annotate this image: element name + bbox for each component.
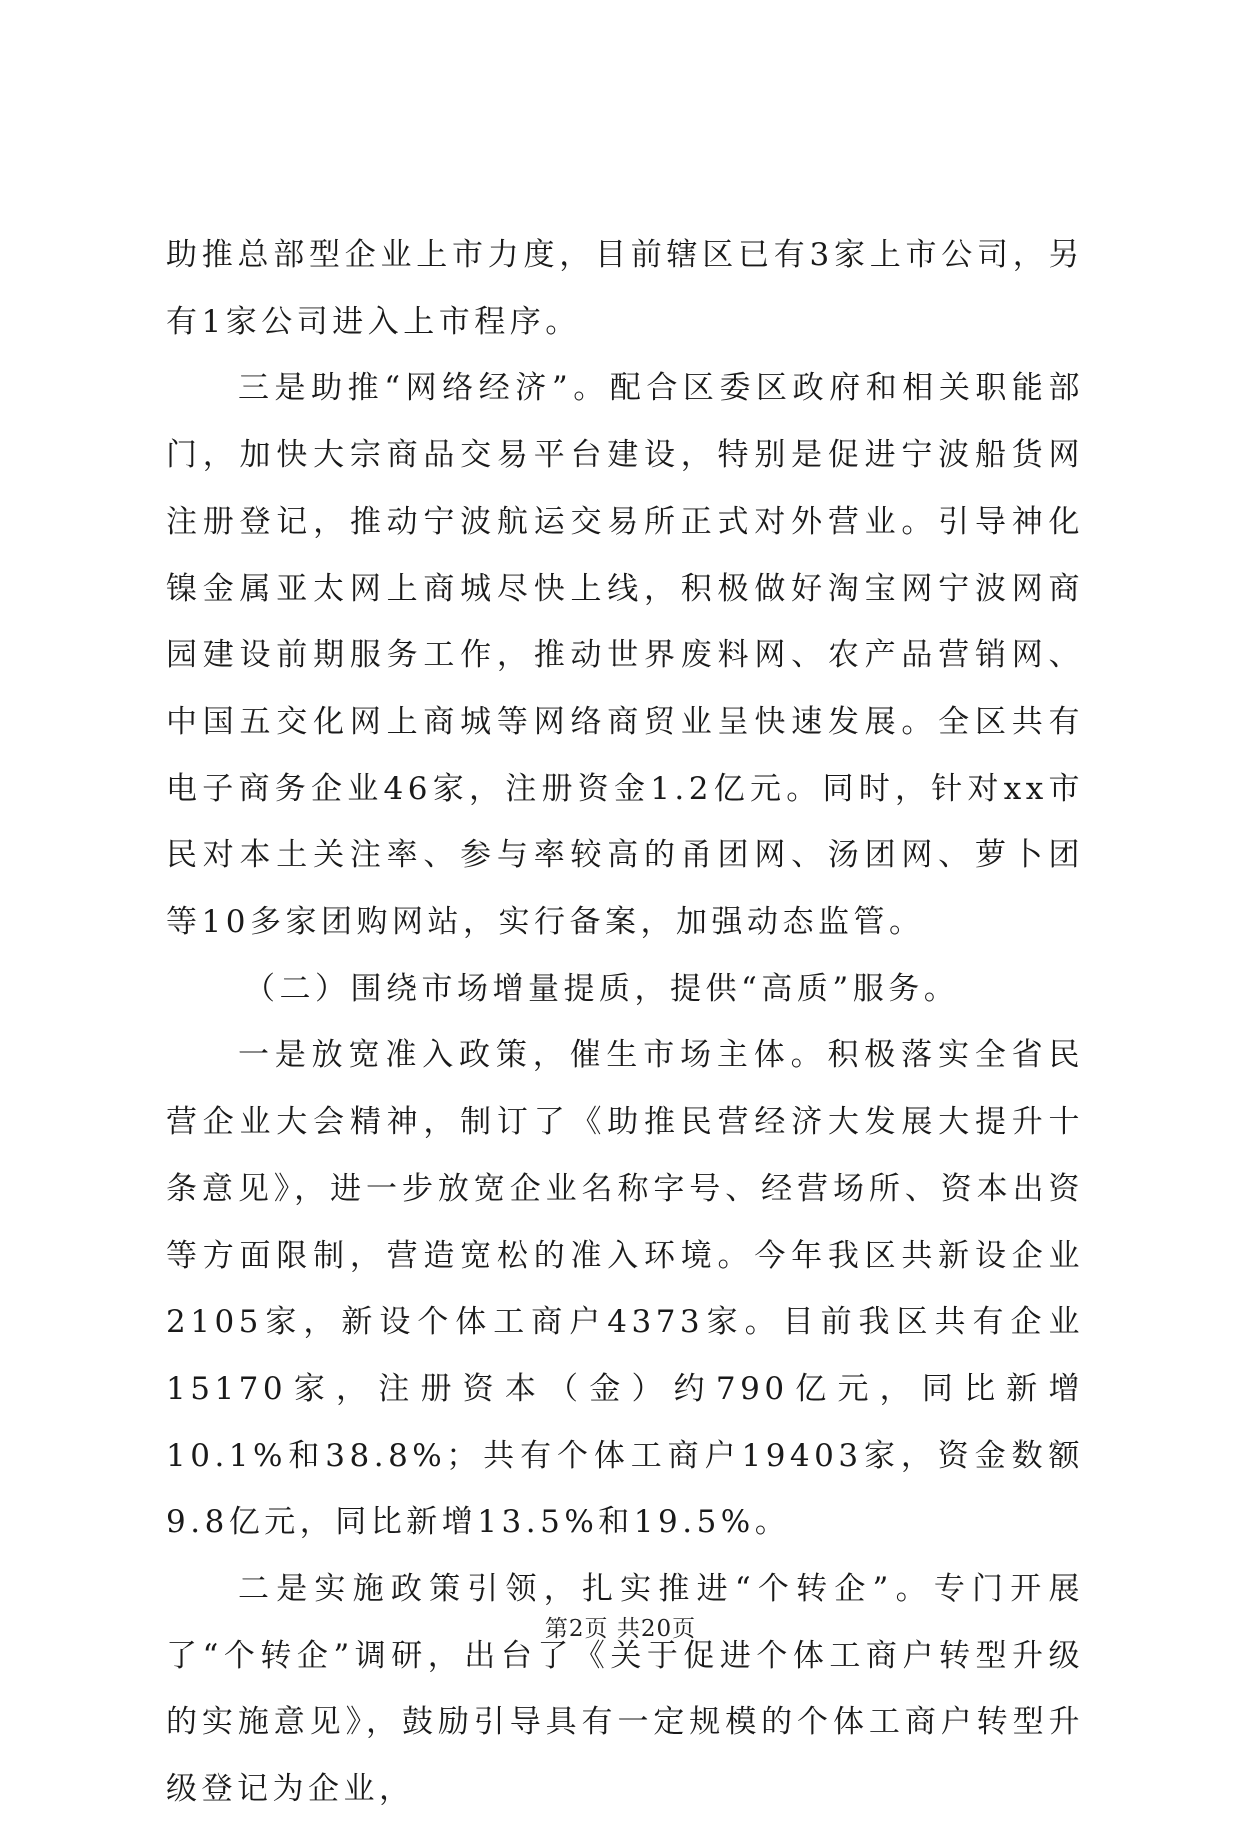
page-footer [0, 1610, 1241, 1643]
paragraph-policy-guidance: 二是实施政策引领，扎实推进“个转企”。专门开展了“个转企”调研，出台了《关于促进个体工商户转型升级的实施意见》，鼓励引导具有一定规模的个体工商户转型升级登记为企业， [166, 1571, 1084, 1808]
paragraph-continuation: 助推总部型企业上市力度，目前辖区已有3家上市公司，另有1家公司进入上市程序。 [166, 237, 1084, 340]
document-body [166, 222, 1084, 1823]
section-heading: （二）围绕市场增量提质，提供“高质”服务。 [244, 970, 960, 1007]
paragraph-network-economy: 三是助推“网络经济”。配合区委区政府和相关职能部门，加快大宗商品交易平台建设，特别是促进宁波船货网注册登记，推动宁波航运交易所正式对外营业。引导神化镍金属亚太网上商城尽快上线，积极做好淘宝网宁波网商园建设前期服务工作，推动世界废料网、农产品营销网、中国五交化网上商城等网络商贸业呈快速发展。全区共有电子商务企业46家，注册资金1.2亿元。同时，针对xx市民对本土关注率、参与率较高的甬团网、汤团网、萝卜团等10多家团购网站，实行备案，加强动态监管。 [166, 370, 1084, 941]
page-number: 第2页 共20页 [544, 1616, 697, 1642]
paragraph-market-access: 一是放宽准入政策，催生市场主体。积极落实全省民营企业大会精神，制订了《助推民营经济大发展大提升十条意见》，进一步放宽企业名称字号、经营场所、资本出资等方面限制，营造宽松的准入环境。今年我区共新设企业2105家，新设个体工商户4373家。目前我区共有企业15170家，注册资本（金）约790亿元，同比新增10.1%和38.8%；共有个体工商户19403家，资金数额9.8亿元，同比新增13.5%和19.5%。 [166, 1037, 1084, 1541]
